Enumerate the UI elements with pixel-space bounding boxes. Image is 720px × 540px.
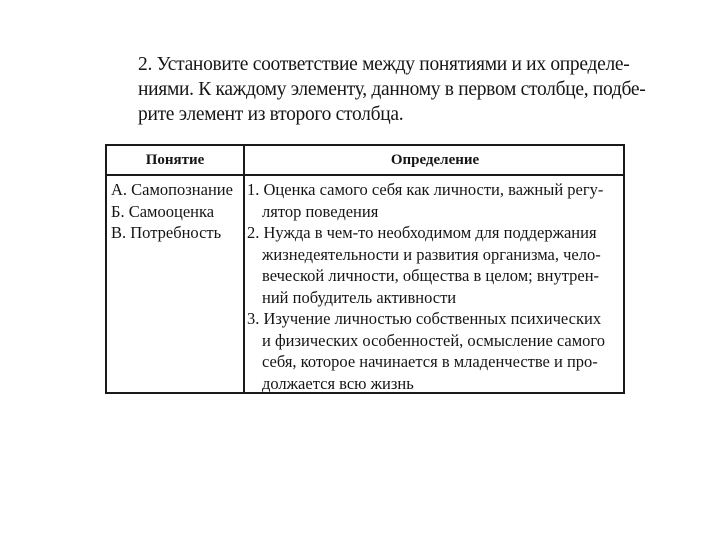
definition-item xyxy=(247,179,623,222)
definition-line: 2. Нужда в чем-то необходимом для поддержания xyxy=(247,223,597,242)
matching-table xyxy=(105,144,625,394)
definition-line: 1. Оценка самого себя как личности, важный регу- xyxy=(247,180,604,199)
definitions-column xyxy=(247,179,623,394)
header-concept: Понятие xyxy=(145,152,205,168)
task-line: ниями. К каждому элементу, данному в первом столбце, подбе- xyxy=(138,79,646,100)
concept-item: В. Потребность xyxy=(111,223,222,242)
definition-item xyxy=(247,308,623,394)
table-header-row xyxy=(107,146,623,176)
task-line: рите элемент из второго столбца. xyxy=(138,104,404,125)
definition-line: жизнедеятельности и развития организма, чело- xyxy=(262,244,601,264)
concept-item: А. Самопознание xyxy=(111,180,233,199)
concepts-column xyxy=(111,179,243,244)
definition-item xyxy=(247,222,623,308)
definition-line: себя, которое начинается в младенчестве и про- xyxy=(262,352,598,371)
header-definition: Определение xyxy=(390,152,480,168)
definition-line: 3. Изучение личностью собственных психических xyxy=(247,309,602,328)
task-line: 2. Установите соответствие между понятиями и их определе- xyxy=(138,54,630,75)
definition-line: ний побудитель активности xyxy=(262,287,457,307)
definition-line: лятор поведения xyxy=(262,201,379,221)
definition-line: веческой личности, общества в целом; внутрен- xyxy=(262,266,600,285)
column-divider xyxy=(243,146,245,392)
task-text xyxy=(138,52,646,127)
concept-item: Б. Самооценка xyxy=(111,201,215,221)
definition-line: и физических особенностей, осмысление самого xyxy=(262,330,606,350)
definition-line: должается всю жизнь xyxy=(262,373,414,393)
